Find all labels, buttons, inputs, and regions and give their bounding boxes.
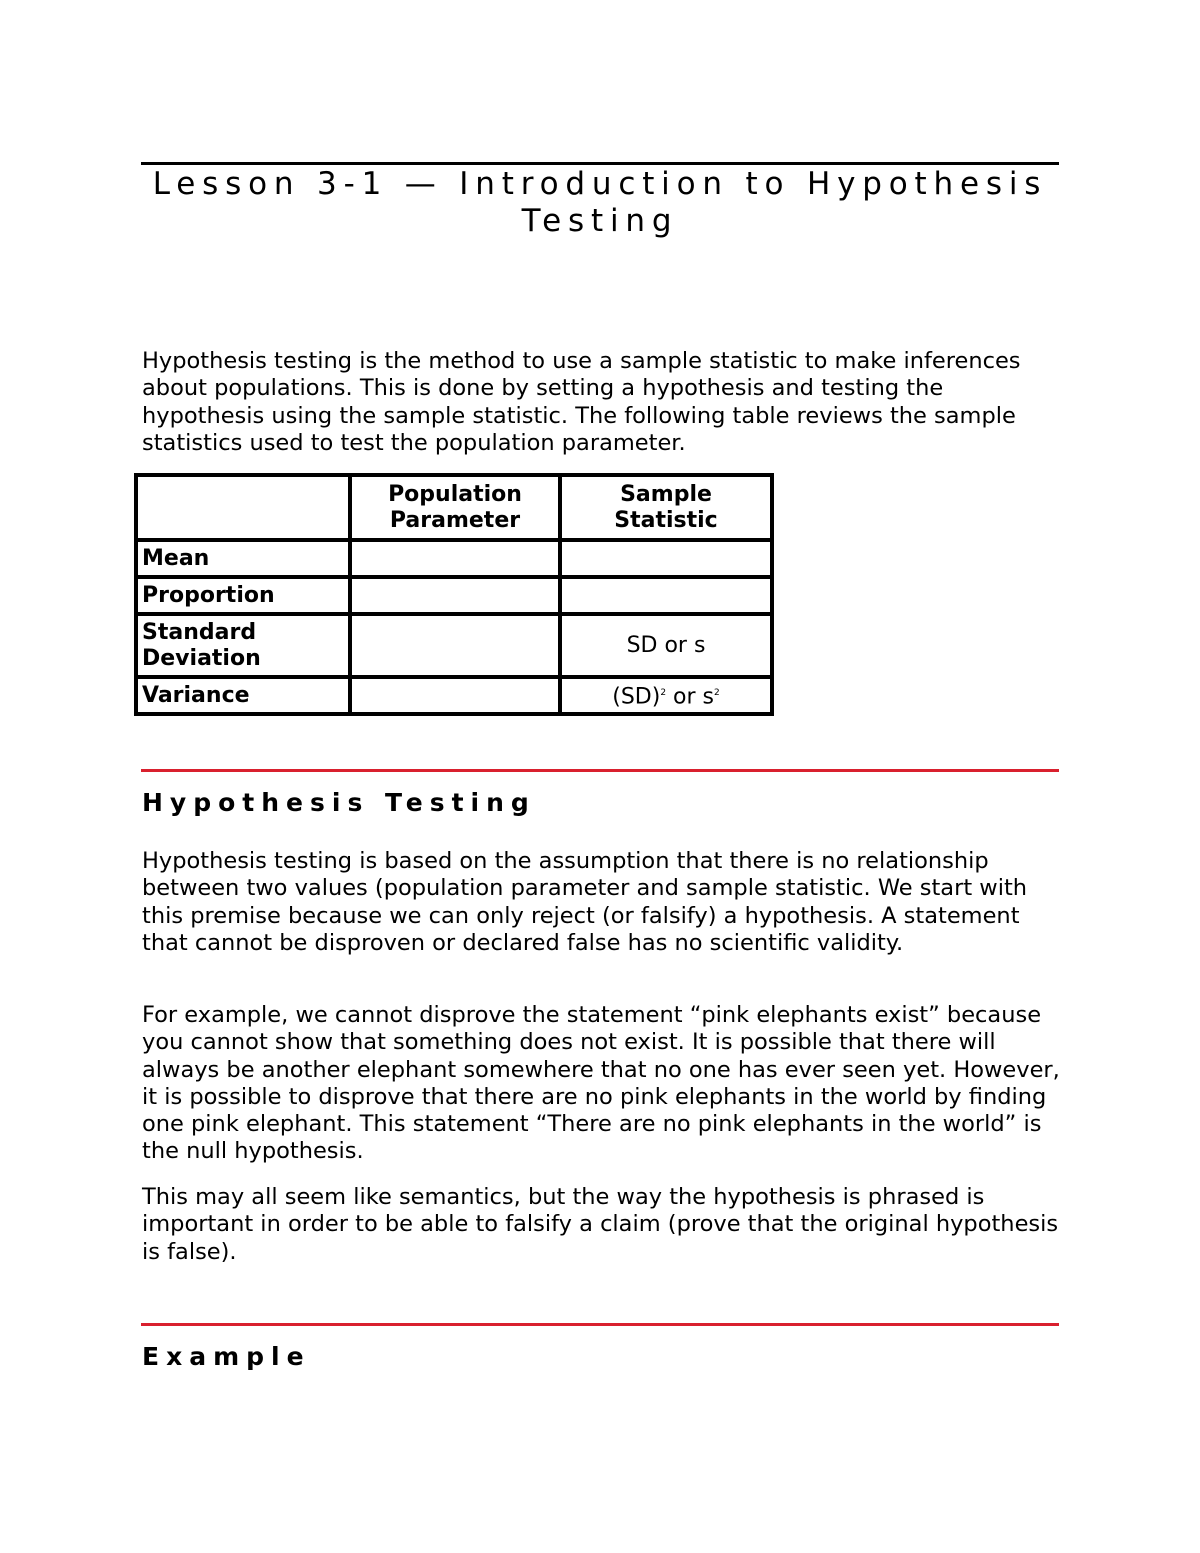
row-label: Standard Deviation [136, 614, 350, 677]
row-label: Proportion [136, 577, 350, 614]
table-cell [350, 677, 560, 714]
section-rule [141, 769, 1059, 772]
section-heading-example: Example [142, 1342, 311, 1371]
page-title-line-2: Testing [521, 203, 679, 239]
page-title-line-1: Lesson 3-1 — Introduction to Hypothesis [152, 166, 1048, 202]
section-paragraph: Hypothesis testing is based on the assumption that there is no relationship between two values (population parameter and sample statistic. We start with this premise because we can only reject (or falsify) a hypothesis. A statement that cannot be disproven or declared false has no scientific validity. [142, 848, 1028, 956]
row-label: Variance [136, 677, 350, 714]
statistics-table [134, 473, 774, 716]
table-cell: SD or s [560, 614, 772, 677]
table-cell [560, 540, 772, 577]
table-row [136, 614, 772, 677]
table-row [136, 577, 772, 614]
section-paragraph: This may all seem like semantics, but the way the hypothesis is phrased is important in order to be able to falsify a claim (prove that the original hypothesis is false). [142, 1184, 1059, 1265]
table-cell [560, 577, 772, 614]
table-header-row [136, 475, 772, 540]
table-header-cell: Population Parameter [350, 475, 560, 540]
variance-exponent: 2 [660, 688, 667, 699]
section-heading-hypothesis-testing: Hypothesis Testing [142, 788, 536, 817]
section-paragraph: For example, we cannot disprove the statement “pink elephants exist” because you cannot show that something does not exist. It is possible that there will always be another elephant somewhere that no one has ever seen yet. However, it is possible to disprove that there are no pink elephants in the world by finding one pink elephant. This statement “There are no pink elephants in the world” is the null hypothesis. [142, 1002, 1060, 1165]
table-cell [350, 540, 560, 577]
variance-statistic-base: (SD) [612, 684, 661, 710]
table-header-cell [136, 475, 350, 540]
variance-exponent: 2 [714, 688, 720, 699]
table-row [136, 677, 772, 714]
table-row [136, 540, 772, 577]
page-title [141, 166, 1059, 240]
title-rule [141, 162, 1059, 165]
variance-statistic-cell [560, 677, 772, 714]
table-cell [350, 577, 560, 614]
variance-statistic-mid: or s [666, 684, 715, 710]
row-label: Mean [136, 540, 350, 577]
section-rule [141, 1323, 1059, 1326]
table-cell [350, 614, 560, 677]
intro-paragraph: Hypothesis testing is the method to use a sample statistic to make inferences about populations. This is done by setting a hypothesis and testing the hypothesis using the sample statistic. The following table reviews the sample statistics used to test the population parameter. [142, 348, 1021, 456]
table-header-cell: Sample Statistic [560, 475, 772, 540]
